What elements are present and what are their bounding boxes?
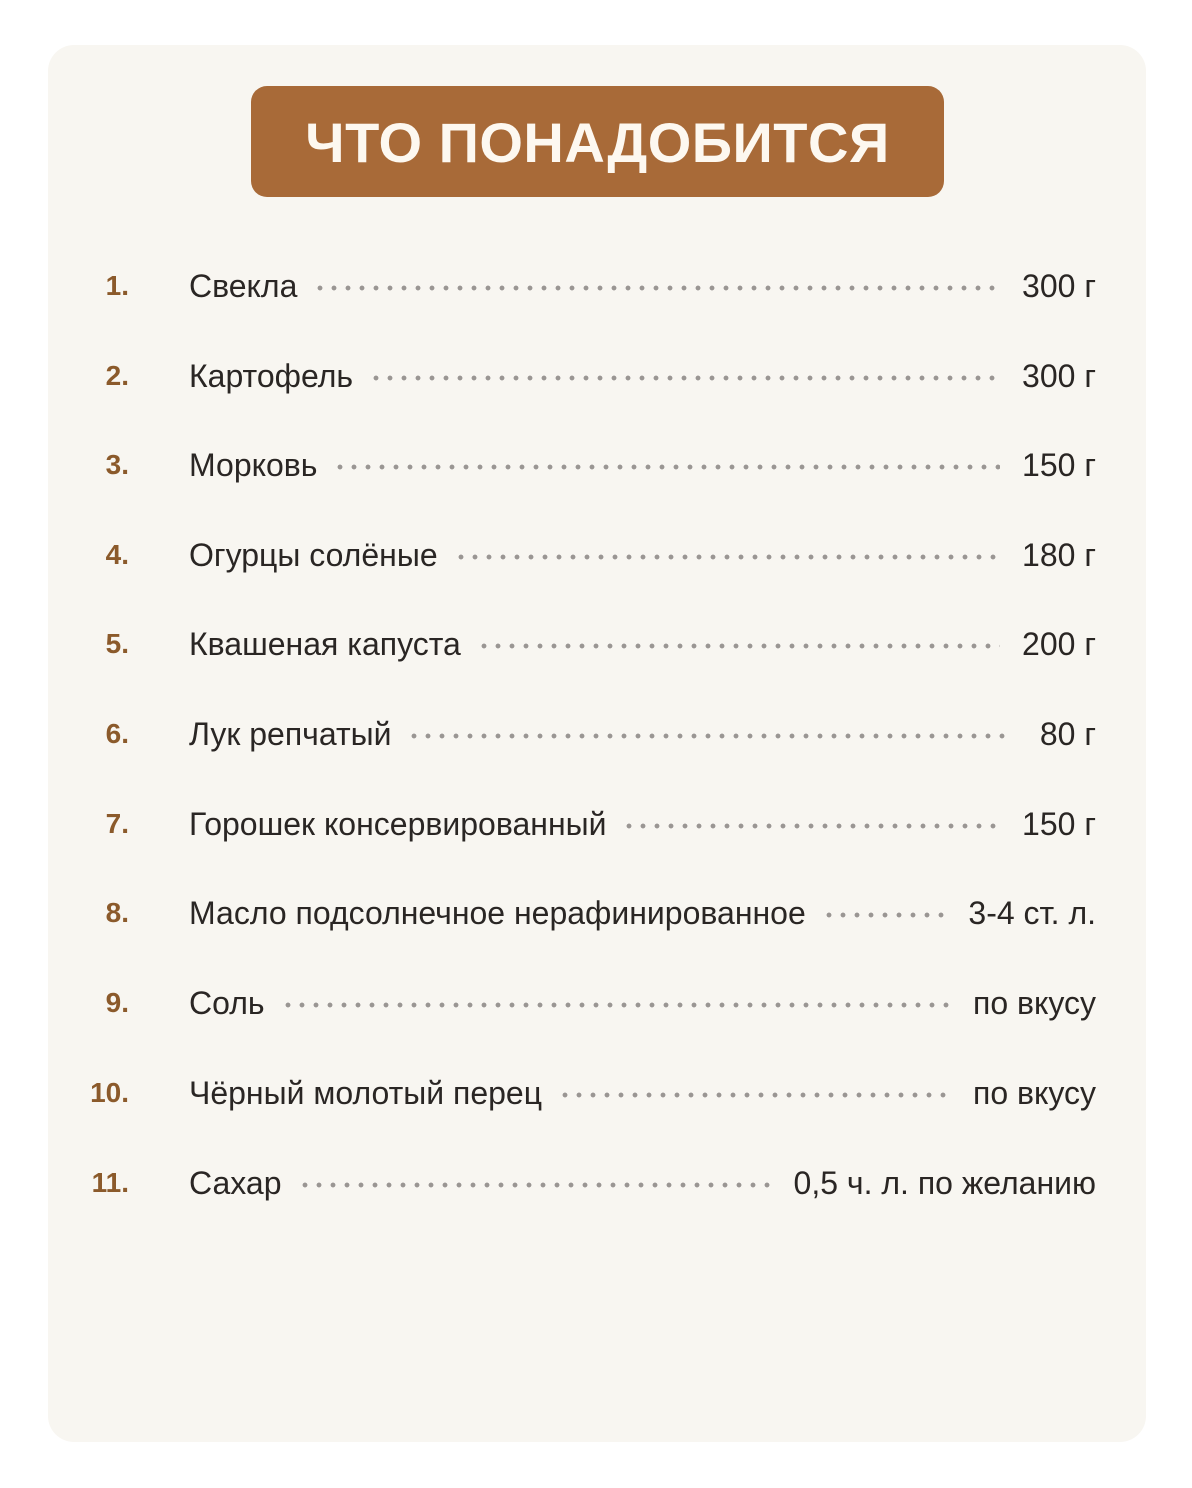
dot-leader (822, 912, 947, 918)
ingredient-row (80, 445, 1096, 485)
dot-leader (313, 285, 1000, 291)
ingredient-quantity: по вкусу (972, 984, 1096, 1021)
ingredient-row (80, 535, 1096, 575)
ingredient-quantity: 180 г (1022, 536, 1096, 573)
ingredient-number: 9. (105, 987, 129, 1018)
ingredient-row (80, 624, 1096, 664)
ingredient-number: 3. (105, 449, 129, 480)
ingredient-name: Сахар (189, 1164, 282, 1201)
dot-leader (407, 733, 1011, 739)
ingredient-name: Свекла (189, 267, 298, 304)
ingredient-name: Масло подсолнечное нерафинированное (189, 894, 806, 931)
ingredient-row (80, 1073, 1096, 1113)
dot-leader (298, 1182, 772, 1188)
ingredient-number: 8. (105, 897, 129, 928)
ingredient-number: 2. (105, 360, 129, 391)
ingredient-quantity: 200 г (1022, 625, 1096, 662)
ingredient-row (80, 266, 1096, 306)
ingredient-number: 11. (91, 1167, 129, 1198)
ingredient-name: Соль (189, 984, 265, 1021)
dot-leader (558, 1092, 951, 1098)
ingredient-row (80, 804, 1096, 844)
ingredient-row (80, 1163, 1096, 1203)
ingredient-quantity: 150 г (1022, 446, 1096, 483)
ingredient-number: 6. (105, 718, 129, 749)
ingredient-row (80, 714, 1096, 754)
ingredient-name: Картофель (189, 357, 354, 394)
ingredient-number: 7. (105, 808, 129, 839)
ingredient-row (80, 893, 1096, 933)
ingredient-name: Морковь (189, 446, 318, 483)
ingredient-name: Чёрный молотый перец (189, 1074, 543, 1111)
ingredient-name: Квашеная капуста (189, 625, 461, 662)
ingredient-number: 1. (105, 270, 129, 301)
dot-leader (369, 375, 1000, 381)
dot-leader (622, 823, 1000, 829)
ingredient-quantity: по вкусу (972, 1074, 1096, 1111)
ingredient-quantity: 300 г (1022, 357, 1096, 394)
ingredient-name: Огурцы солёные (189, 536, 438, 573)
ingredient-quantity: 80 г (1039, 715, 1096, 752)
dot-leader (454, 554, 1000, 560)
ingredient-name: Горошек консервированный (189, 805, 607, 842)
ingredient-row (80, 983, 1096, 1023)
ingredient-quantity: 3-4 ст. л. (968, 894, 1096, 931)
ingredient-quantity: 0,5 ч. л. по желанию (793, 1164, 1096, 1201)
section-title: ЧТО ПОНАДОБИТСЯ (305, 110, 890, 174)
ingredient-quantity: 150 г (1022, 805, 1096, 842)
ingredient-row (80, 356, 1096, 396)
ingredient-name: Лук репчатый (189, 715, 392, 752)
ingredient-quantity: 300 г (1022, 267, 1096, 304)
ingredient-number: 5. (105, 628, 129, 659)
ingredient-number: 4. (105, 539, 129, 570)
section-header (251, 86, 944, 197)
dot-leader (477, 643, 1000, 649)
dot-leader (281, 1002, 951, 1008)
dot-leader (333, 464, 1000, 470)
ingredient-number: 10. (90, 1077, 129, 1108)
